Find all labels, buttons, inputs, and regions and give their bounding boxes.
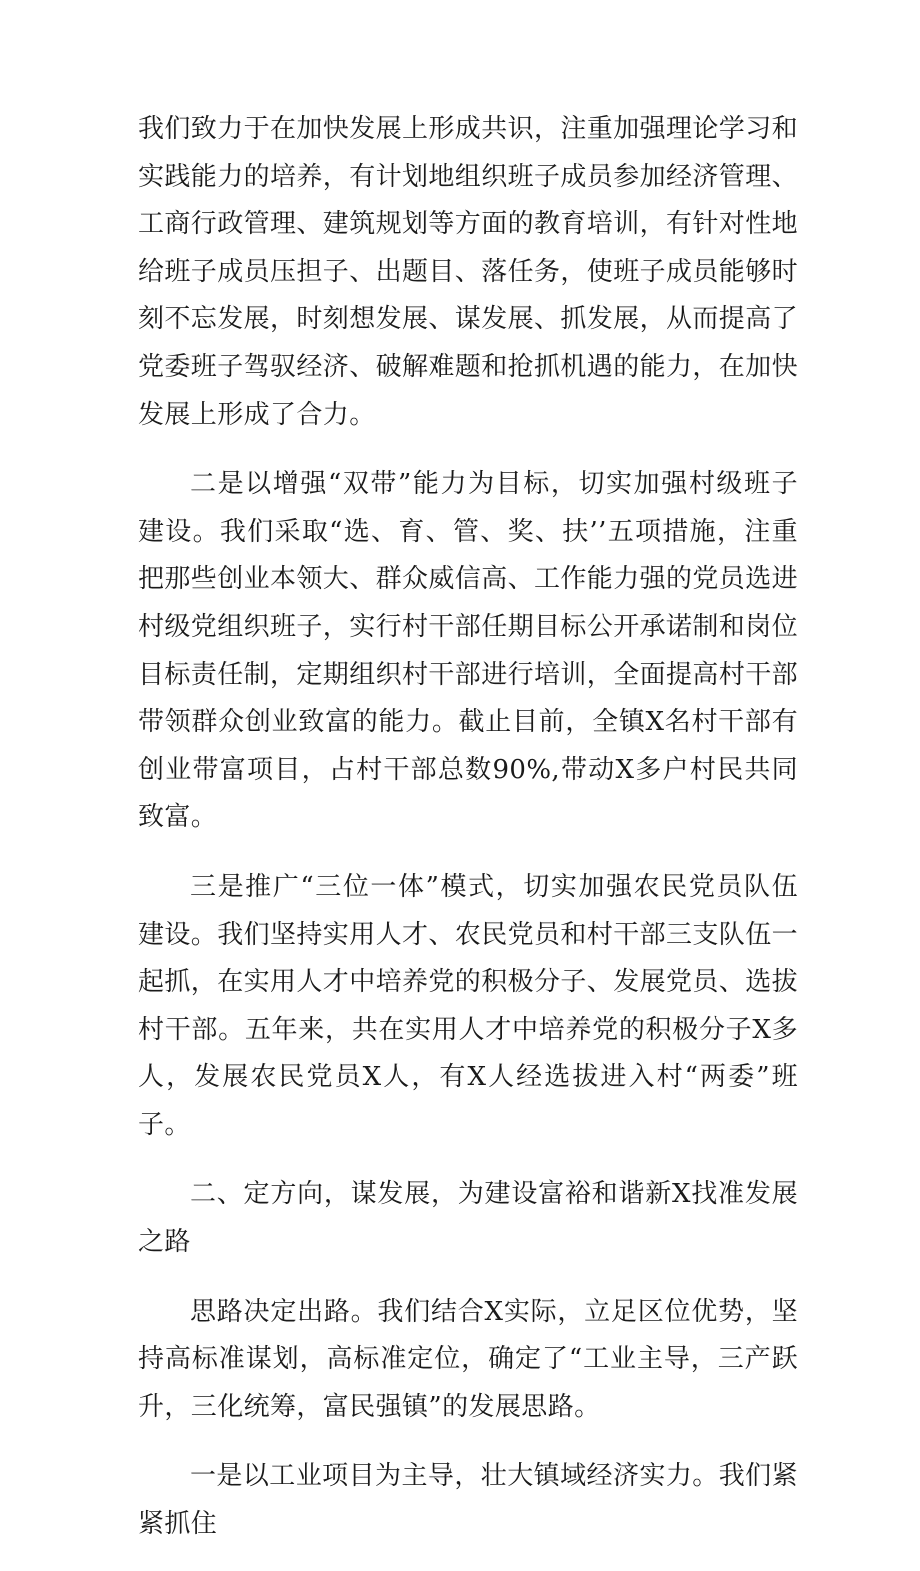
paragraph-village-team-building: 二是以增强“双带”能力为目标，切实加强村级班子建设。我们采取“选、育、管、奖、扶’’五项措施，注重把那些创业本领大、群众威信高、工作能力强的党员选进村级党组织班子，实行村干部任期目标公开承诺制和岗位目标责任制，定期组织村干部进行培训，全面提高村干部带领群众创业致富的能力。截止目前，全镇X名村干部有创业带富项目，占村干部总数90%,带动X多户村民共同致富。 [138, 469, 799, 833]
paragraph-development-strategy: 思路决定出路。我们结合X实际，立足区位优势，坚持高标准谋划，高标准定位，确定了“工业主导，三产跃升，三化统筹，富民强镇”的发展思路。 [138, 1296, 798, 1422]
paragraph-party-member-team: 三是推广“三位一体”模式，切实加强农民党员队伍建设。我们坚持实用人才、农民党员和村干部三支队伍一起抓，在实用人才中培养党的积极分子、发展党员、选拔村干部。五年来，共在实用人才中培养党的积极分子X多人，发展农民党员X人，有X人经选拔进入村“两委”班子。 [138, 871, 799, 1140]
document-body [138, 106, 798, 1571]
paragraph-industrial-projects: 一是以工业项目为主导，壮大镇域经济实力。我们紧紧抓住 [138, 1461, 798, 1540]
paragraph-development-consensus: 我们致力于在加快发展上形成共识，注重加强理论学习和实践能力的培养，有计划地组织班子成员参加经济管理、工商行政管理、建筑规划等方面的教育培训，有针对性地给班子成员压担子、出题目、落任务，使班子成员能够时刻不忘发展，时刻想发展、谋发展、抓发展，从而提高了党委班子驾驭经济、破解难题和抢抓机遇的能力，在加快发展上形成了合力。 [138, 114, 799, 430]
section-heading-development-path: 二、定方向，谋发展，为建设富裕和谐新X找准发展之路 [138, 1179, 798, 1258]
